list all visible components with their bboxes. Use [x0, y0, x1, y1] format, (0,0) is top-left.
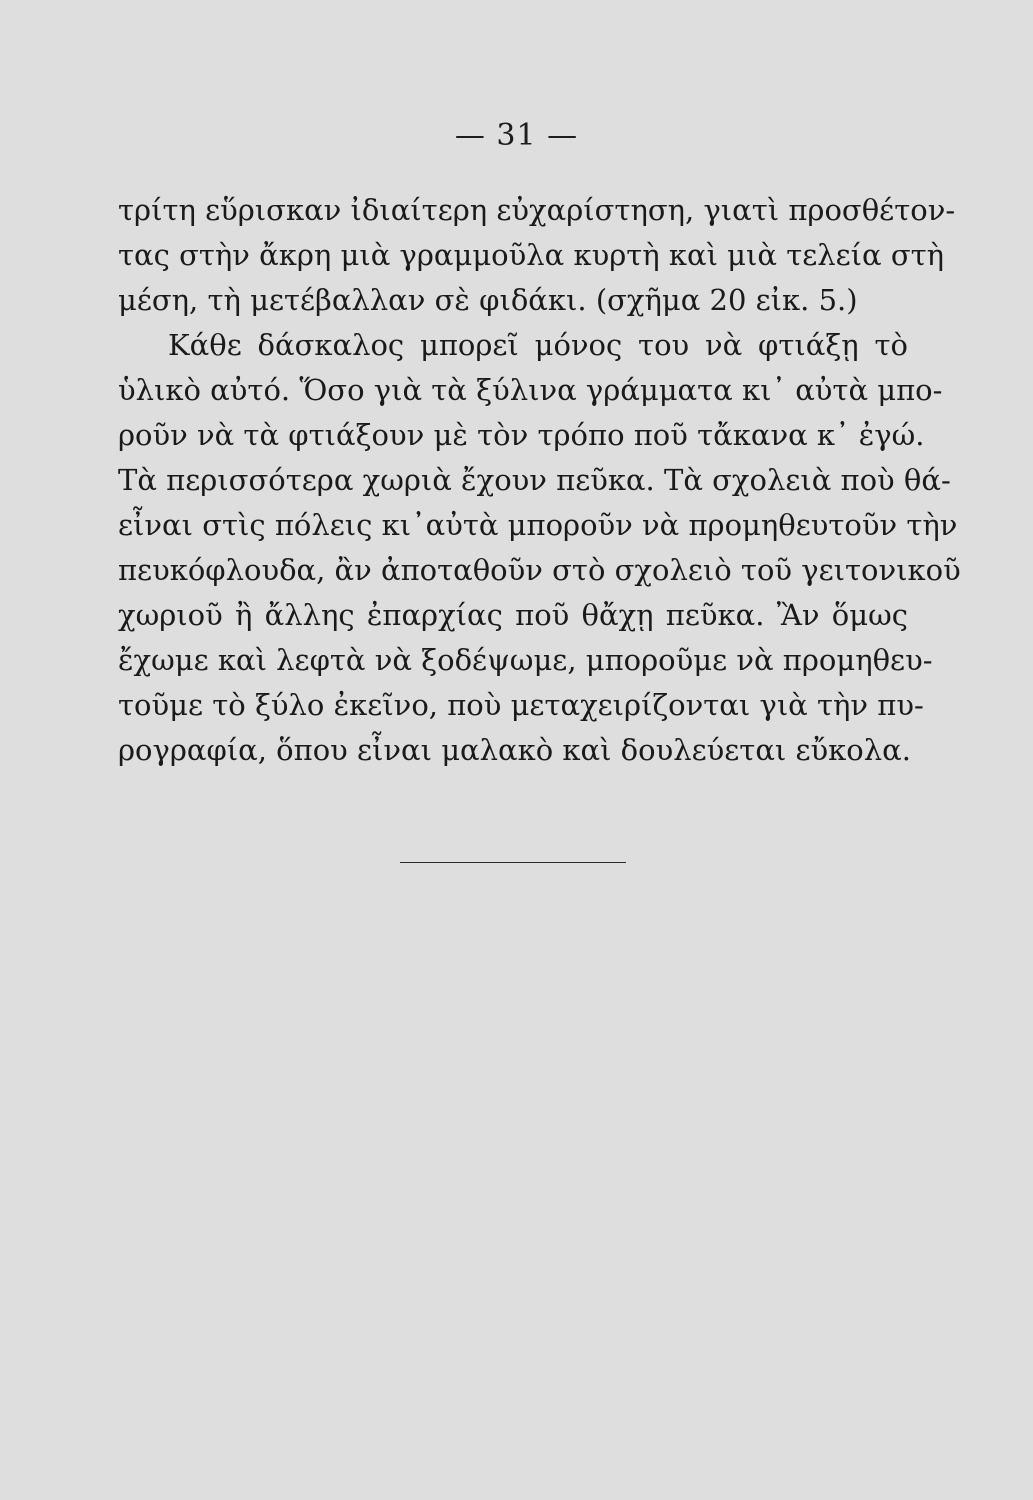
text-line: πευκόφλουδα, ἂν ἀποταθοῦν στὸ σχολειὸ τοῦ γειτονικοῦ	[118, 553, 961, 587]
page-number: — 31 —	[454, 118, 579, 153]
text-line: τας στὴν ἄκρη μιὰ γραμμοῦλα κυρτὴ καὶ μιὰ τελεία στὴ	[118, 238, 945, 272]
text-line: ὑλικὸ αὐτό. Ὅσο γιὰ τὰ ξύλινα γράμματα κι᾿ αὐτὰ μπο-	[118, 373, 943, 407]
body-text	[118, 188, 961, 773]
text-line: ἔχωμε καὶ λεφτὰ νὰ ξοδέψωμε, μποροῦμε νὰ προμηθευ-	[118, 643, 933, 677]
paragraph-start-line: Κάθε δάσκαλος μπορεῖ μόνος του νὰ φτιάξῃ τὸ	[168, 328, 908, 362]
text-line: τρίτη εὕρισκαν ἰδιαίτερη εὐχαρίστηση, γιατὶ προσθέτον-	[118, 193, 956, 227]
text-line: τοῦμε τὸ ξύλο ἐκεῖνο, ποὺ μεταχειρίζονται γιὰ τὴν πυ-	[118, 688, 924, 722]
text-line: χωριοῦ ἢ ἄλλης ἐπαρχίας ποῦ θἄχῃ πεῦκα. Ἂν ὅμως	[118, 598, 908, 632]
text-line: Τὰ περισσότερα χωριὰ ἔχουν πεῦκα. Τὰ σχολειὰ ποὺ θά-	[118, 463, 951, 497]
text-line: μέση, τὴ μετέβαλλαν σὲ φιδάκι. (σχῆμα 20 εἰκ. 5.)	[118, 283, 858, 317]
text-line: ρογραφία, ὅπου εἶναι μαλακὸ καὶ δουλεύεται εὔκολα.	[118, 733, 911, 767]
text-line: ροῦν νὰ τὰ φτιάξουν μὲ τὸν τρόπο ποῦ τἄκανα κ᾿ ἐγώ.	[118, 418, 925, 452]
section-divider	[400, 862, 626, 863]
text-line: εἶναι στὶς πόλεις κι᾿αὐτὰ μποροῦν νὰ προμηθευτοῦν τὴν	[118, 508, 958, 542]
